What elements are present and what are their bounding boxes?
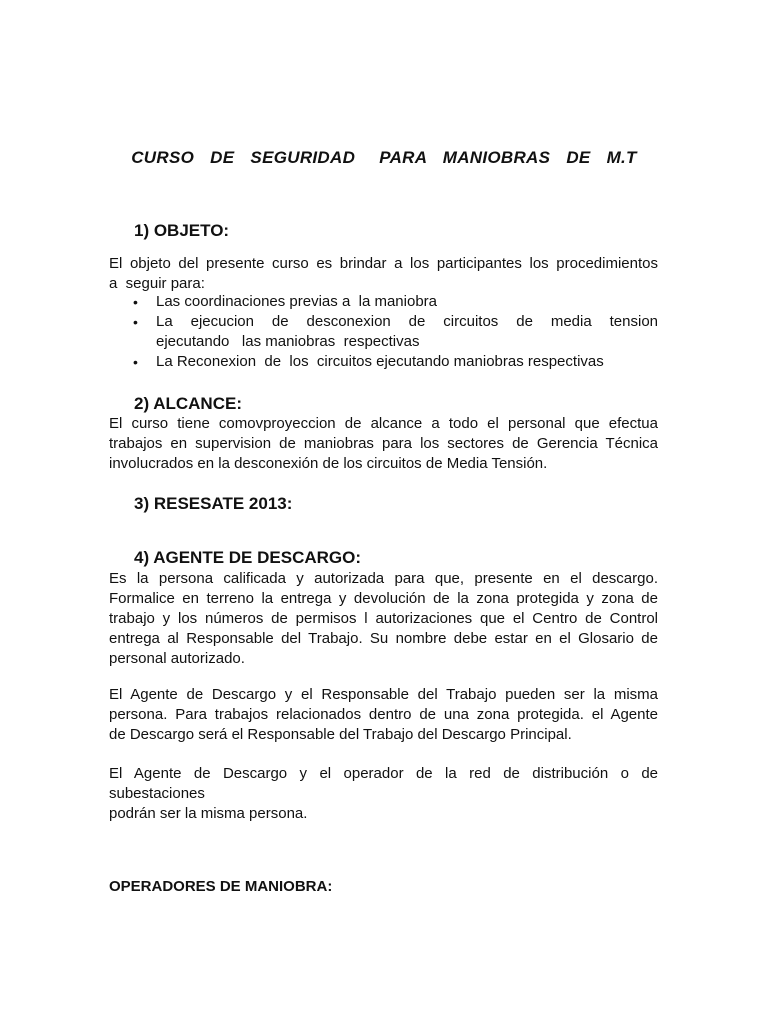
objeto-intro-paragraph [109,254,658,294]
objeto-bullet-list [109,292,658,372]
bullet-icon: • [133,314,138,330]
section-heading-resesate: 3) RESESATE 2013: [134,494,293,513]
list-item [109,312,658,352]
list-item-text: Las coordinaciones previas a la maniobra [156,293,437,310]
bullet-icon: • [133,354,138,370]
paragraph-line: trabajo y los números de permisos l autorizaciones que el Centro de Control [109,610,658,627]
paragraph-line: podrán ser la misma persona. [109,805,308,822]
paragraph-line: persona. Para trabajos relacionados dentro de una zona protegida. el Agente [109,706,658,723]
paragraph-line: Formalice en terreno la entrega y devolución de la zona protegida y zona de [109,590,658,607]
paragraph-line: entrega al Responsable del Trabajo. Su nombre debe estar en el Glosario de [109,630,658,647]
list-item-text: La ejecucion de desconexion de circuitos de media tension [156,313,658,330]
section-heading-objeto: 1) OBJETO: [134,221,230,240]
paragraph-line: El Agente de Descargo y el Responsable del Trabajo pueden ser la misma [109,686,658,703]
paragraph-line: El Agente de Descargo y el operador de la red de distribución o de [109,765,658,782]
agente-paragraph-1 [109,569,658,669]
paragraph-line: a seguir para: [109,275,205,292]
alcance-paragraph [109,414,658,474]
list-item-text: ejecutando las maniobras respectivas [156,333,420,350]
paragraph-line: subestaciones [109,785,205,802]
bullet-icon: • [133,294,138,310]
paragraph-line: involucrados en la desconexión de los circuitos de Media Tensión. [109,455,548,472]
section-heading-agente: 4) AGENTE DE DESCARGO: [134,548,362,567]
agente-paragraph-2 [109,685,658,745]
paragraph-line: personal autorizado. [109,650,245,667]
paragraph-line: El objeto del presente curso es brindar a los participantes los procedimientos [109,255,658,272]
list-item [109,292,658,312]
list-item [109,352,658,372]
agente-paragraph-3 [109,764,658,824]
list-item-text: La Reconexion de los circuitos ejecutando maniobras respectivas [156,353,604,370]
subheading-operadores: OPERADORES DE MANIOBRA: [109,878,333,895]
section-heading-alcance: 2) ALCANCE: [134,394,242,413]
paragraph-line: trabajos en supervision de maniobras para los sectores de Gerencia Técnica [109,435,658,452]
paragraph-line: El curso tiene comovproyeccion de alcance a todo el personal que efectua [109,415,658,432]
paragraph-line: Es la persona calificada y autorizada para que, presente en el descargo. [109,570,658,587]
paragraph-line: de Descargo será el Responsable del Trabajo del Descargo Principal. [109,726,572,743]
document-title: CURSO DE SEGURIDAD PARA MANIOBRAS DE M.T [131,148,637,167]
